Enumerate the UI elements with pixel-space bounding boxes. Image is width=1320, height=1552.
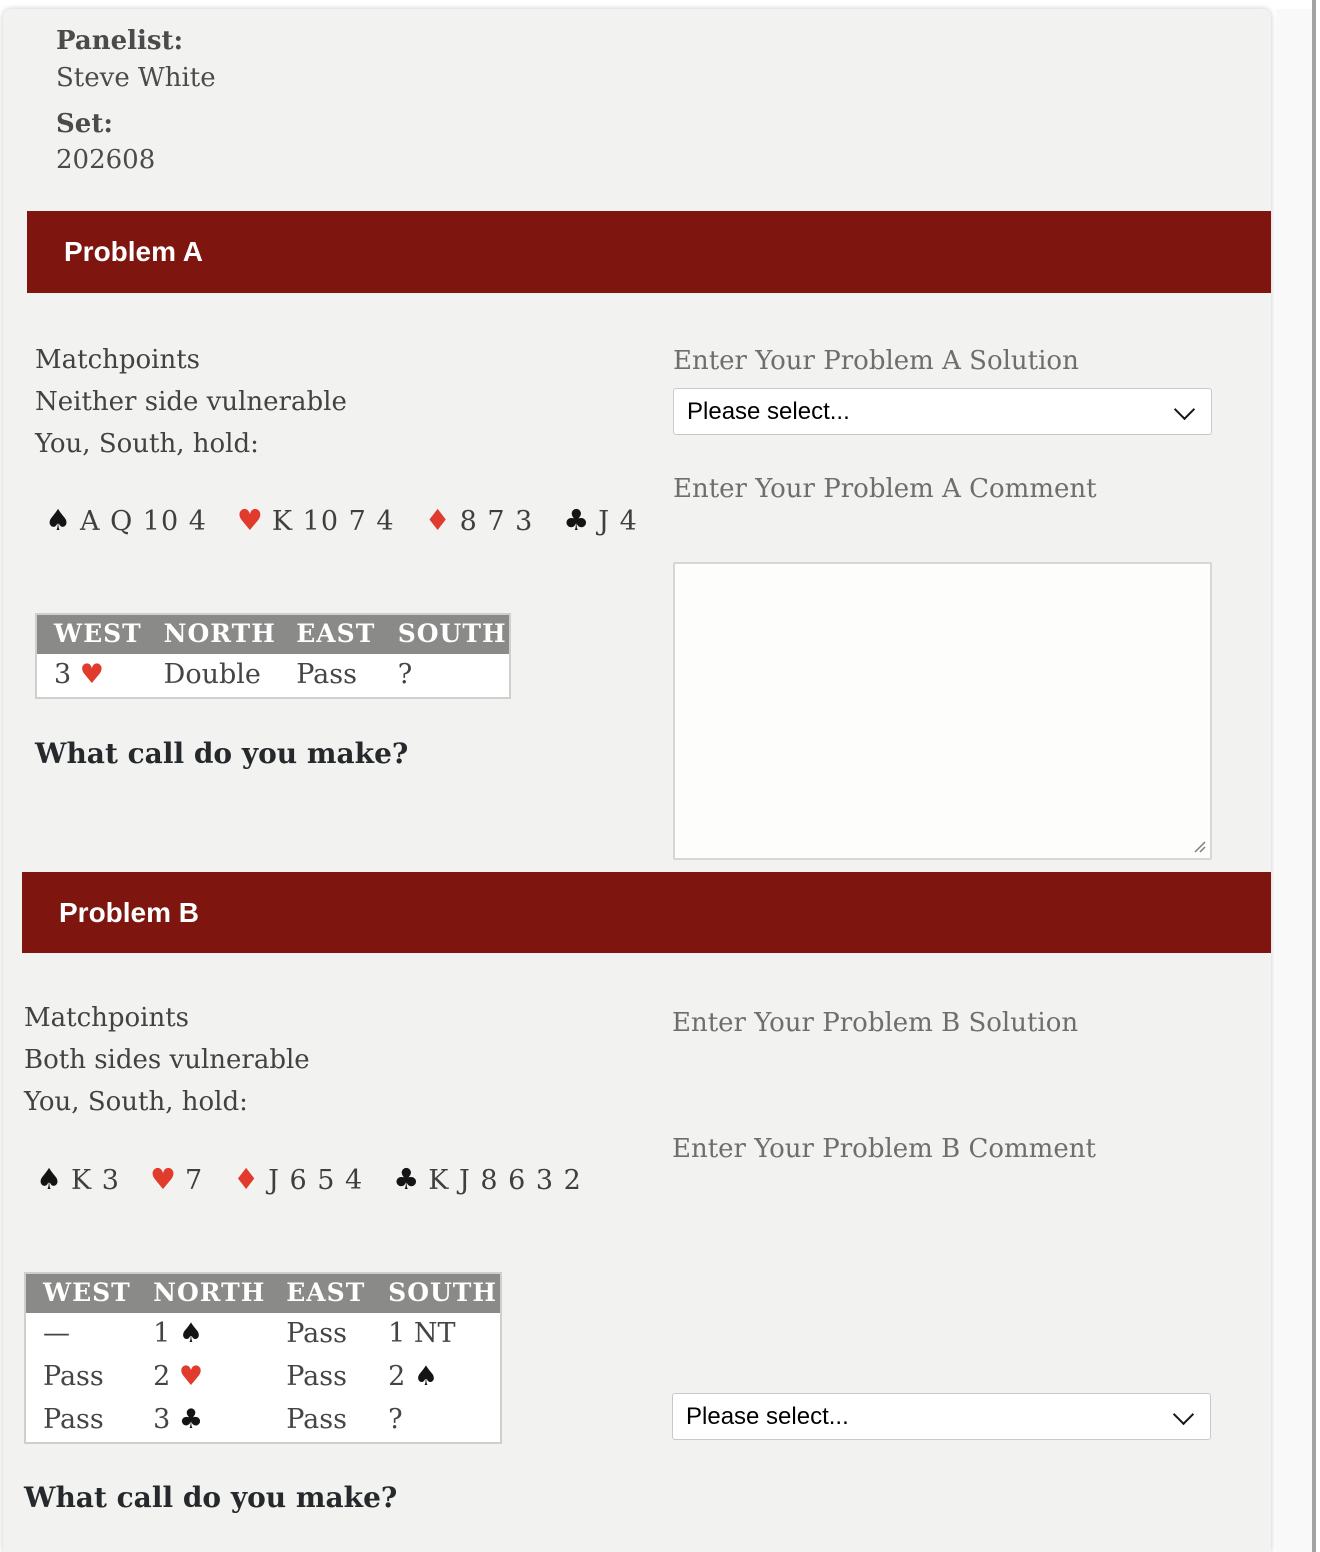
problem-a-solution-select[interactable] xyxy=(673,388,1212,435)
panelist-label: Panelist: xyxy=(56,26,184,56)
col-north: NORTH xyxy=(136,1273,269,1313)
auction-row xyxy=(25,1399,501,1443)
problem-b-question: What call do you make? xyxy=(24,1481,398,1514)
heart-holding: ♥ 7 xyxy=(149,1162,204,1196)
col-south: SOUTH xyxy=(381,614,510,654)
problem-a-banner xyxy=(27,211,1271,293)
bid-cell: Pass xyxy=(296,659,357,690)
vulnerability-line: Neither side vulnerable xyxy=(35,387,347,417)
diamond-icon: ♦ xyxy=(424,503,451,537)
club-icon: ♣ xyxy=(393,1162,420,1196)
bid-cell: Pass xyxy=(43,1361,104,1392)
club-holding: ♣ J 4 xyxy=(563,503,638,537)
bid-cell: ? xyxy=(397,659,413,690)
spade-icon: ♠ xyxy=(36,1162,62,1196)
auction-header-row xyxy=(25,1273,501,1313)
problem-b-comment-label: Enter Your Problem B Comment xyxy=(672,1134,1096,1164)
bid-cell: Pass xyxy=(286,1361,347,1392)
heart-icon: ♥ xyxy=(236,503,263,537)
problem-a-hand xyxy=(45,503,668,537)
col-east: EAST xyxy=(279,614,381,654)
auction-header-row xyxy=(36,614,510,654)
spade-icon: ♠ xyxy=(45,503,71,537)
bid-cell: ? xyxy=(388,1404,403,1435)
resize-handle-icon[interactable] xyxy=(1191,838,1207,854)
set-value: 202608 xyxy=(56,145,156,175)
diamond-icon: ♦ xyxy=(233,1162,260,1196)
problem-b-banner xyxy=(22,872,1271,953)
bid-cell: — xyxy=(43,1318,70,1349)
scoring-line: Matchpoints xyxy=(24,1003,190,1033)
scoring-line: Matchpoints xyxy=(35,345,201,375)
page-gutter xyxy=(1276,9,1312,1552)
bid-cell: Pass xyxy=(286,1318,347,1349)
problem-b-auction-table xyxy=(24,1272,502,1444)
heart-icon: ♥ xyxy=(149,1162,176,1196)
problem-b-conditions xyxy=(24,997,310,1123)
set-label: Set: xyxy=(56,109,113,139)
problem-a-comment-wrap xyxy=(673,562,1212,860)
bid-cell: Pass xyxy=(286,1404,347,1435)
heart-holding: ♥ K 10 7 4 xyxy=(236,503,395,537)
problem-a-conditions xyxy=(35,339,347,465)
col-west: WEST xyxy=(36,614,147,654)
vulnerability-line: Both sides vulnerable xyxy=(24,1045,310,1075)
col-west: WEST xyxy=(25,1273,136,1313)
col-north: NORTH xyxy=(147,614,280,654)
problem-a-solution-selectwrap xyxy=(673,388,1212,435)
hold-line: You, South, hold: xyxy=(35,429,259,459)
bid-cell: Double xyxy=(163,659,261,690)
diamond-holding: ♦ 8 7 3 xyxy=(424,503,534,537)
panelist-name: Steve White xyxy=(56,63,216,93)
problem-b-solution-label: Enter Your Problem B Solution xyxy=(672,1008,1079,1038)
diamond-holding: ♦ J 6 5 4 xyxy=(233,1162,364,1196)
club-holding: ♣ K J 8 6 3 2 xyxy=(393,1162,582,1196)
problem-a-solution-label: Enter Your Problem A Solution xyxy=(673,346,1079,376)
bid-cell: Pass xyxy=(43,1404,104,1435)
spade-holding: ♠ A Q 10 4 xyxy=(45,503,207,537)
bid-cell: 3 ♥ xyxy=(54,659,104,690)
bid-cell: 2 ♥ xyxy=(153,1361,204,1392)
bid-cell: 2 ♠ xyxy=(388,1361,439,1392)
col-east: EAST xyxy=(269,1273,371,1313)
problem-a-comment-label: Enter Your Problem A Comment xyxy=(673,474,1097,504)
problem-b-hand xyxy=(36,1162,612,1196)
problem-b-banner-title: Problem B xyxy=(59,896,200,928)
problem-a-comment-textarea[interactable] xyxy=(673,562,1212,860)
auction-row xyxy=(36,654,510,698)
hold-line: You, South, hold: xyxy=(24,1087,248,1117)
scrollbar[interactable] xyxy=(1312,0,1316,1552)
bid-cell: 1 ♠ xyxy=(153,1318,204,1349)
problem-a-auction-table xyxy=(35,613,511,699)
problem-a-banner-title: Problem A xyxy=(64,236,203,267)
problem-b-solution-selectwrap xyxy=(672,1393,1211,1440)
bid-cell: 1 NT xyxy=(388,1318,456,1349)
auction-row xyxy=(25,1313,501,1356)
auction-row xyxy=(25,1356,501,1399)
spade-holding: ♠ K 3 xyxy=(36,1162,120,1196)
bid-cell: 3 ♣ xyxy=(153,1404,204,1435)
problem-b-solution-select[interactable] xyxy=(672,1393,1211,1440)
club-icon: ♣ xyxy=(563,503,590,537)
problem-a-question: What call do you make? xyxy=(35,737,409,770)
col-south: SOUTH xyxy=(371,1273,501,1313)
